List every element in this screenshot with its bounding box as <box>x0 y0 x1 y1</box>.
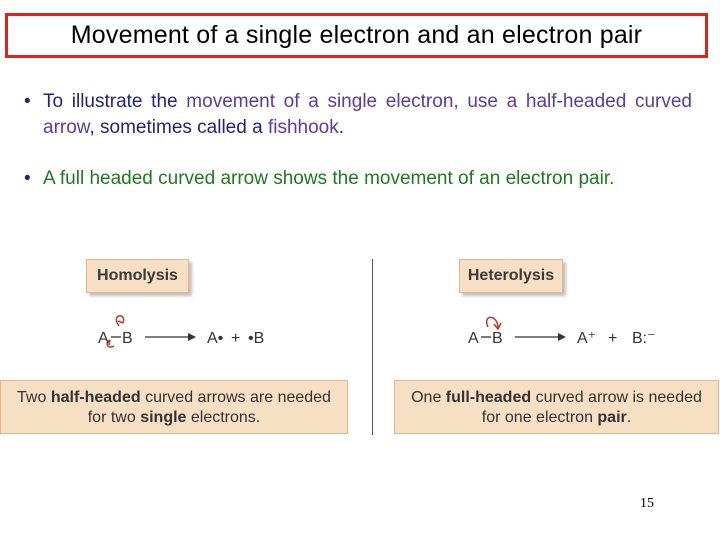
note-text: for one electron <box>481 409 598 426</box>
note-bold-full-headed: full-headed <box>445 389 532 406</box>
bullet-dot: • <box>24 91 31 112</box>
page-number: 15 <box>640 496 654 511</box>
fishhook-head-left-icon <box>118 321 123 323</box>
bullet-text-part: . <box>338 117 344 138</box>
plus-sign: + <box>231 330 241 347</box>
bullet-text-part: , sometimes called a <box>89 117 268 138</box>
homolysis-note-line-1 <box>1 388 347 408</box>
heterolysis-label-box <box>459 259 563 293</box>
fishhook-head-lower-icon <box>109 340 110 345</box>
fishhook-arrow-left-icon <box>116 316 123 326</box>
panel-divider <box>372 259 373 435</box>
bullet-highlight-half-headed: movement of a single electron, use a half-headed curved arrow <box>43 91 692 138</box>
product-a-cation: A⁺ <box>577 330 597 347</box>
heterolysis-note-line-2 <box>395 408 718 428</box>
note-text: curved arrows are needed <box>140 389 331 406</box>
note-text: electrons. <box>186 409 261 426</box>
bullet-highlight-fishhook: fishhook <box>267 117 339 138</box>
homolysis-label-box <box>86 259 189 293</box>
bullet-text <box>43 89 692 141</box>
slide-title: Movement of a single electron and an electron pair <box>70 21 643 49</box>
bullet-full-headed-arrow <box>24 166 692 192</box>
title-box <box>5 13 708 58</box>
reactant-b: B <box>492 330 503 347</box>
reaction-arrow-head-icon <box>558 333 566 341</box>
bullet-text: A full headed curved arrow shows the movement of an electron pair. <box>43 168 615 189</box>
note-text: curved arrow is needed <box>531 389 702 406</box>
reaction-arrow-head-icon <box>188 333 196 341</box>
note-text: for two <box>87 409 141 426</box>
plus-sign: + <box>608 330 618 347</box>
note-bold-single: single <box>140 409 187 426</box>
product-a-radical: A• <box>207 330 224 347</box>
note-text: Two <box>17 389 51 406</box>
note-bold-half-headed: half-headed <box>50 389 141 406</box>
product-b-radical: •B <box>248 330 265 347</box>
product-b-anion: B:⁻ <box>632 330 656 347</box>
heterolysis-note-box <box>394 380 719 434</box>
homolysis-equation <box>92 312 282 352</box>
note-bold-pair: pair <box>597 409 627 426</box>
reactant-a: A <box>468 330 479 347</box>
heterolysis-label: Heterolysis <box>467 267 555 284</box>
heterolysis-equation <box>462 312 672 352</box>
homolysis-label: Homolysis <box>97 267 178 284</box>
heterolysis-note-line-1 <box>395 388 718 408</box>
bullet-dot: • <box>24 168 31 189</box>
reactant-a: A <box>98 330 109 347</box>
homolysis-note-box <box>0 380 348 434</box>
note-text: One <box>411 389 446 406</box>
note-text: . <box>626 409 632 426</box>
bullet-half-headed-arrow <box>24 89 692 141</box>
reactant-b: B <box>122 330 133 347</box>
bullet-text-part: To illustrate the <box>43 91 187 112</box>
homolysis-note-line-2 <box>1 408 347 428</box>
